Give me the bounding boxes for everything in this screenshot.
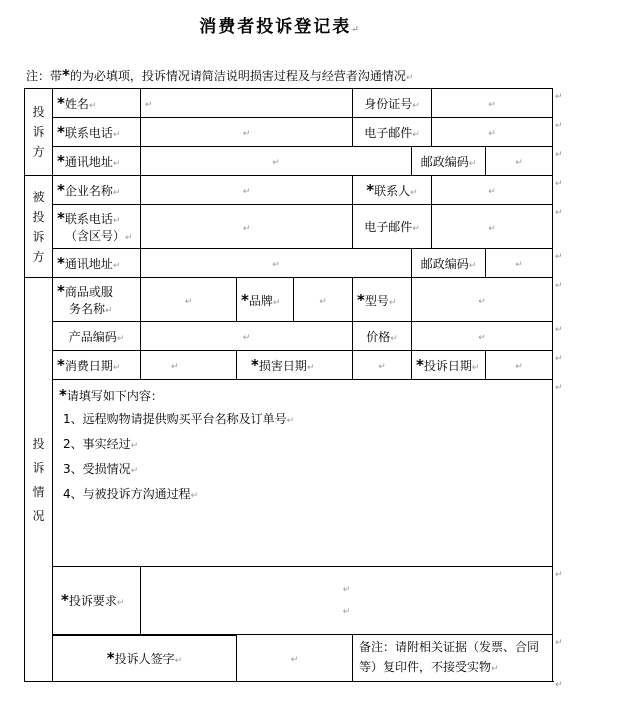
situation-content[interactable]: *请填写如下内容： 1、远程购物请提供购买平台名称及订单号↵ 2、事实经过↵ 3、受损情况↵ 4、与被投诉方沟通过程↵ — [53, 380, 553, 567]
email-field[interactable]: ↵ — [432, 118, 553, 147]
complainant-side-label: 投 诉 方 — [25, 89, 53, 176]
row-end-mark: ↵ — [555, 92, 563, 102]
complainant-row-2 — [25, 118, 553, 147]
respondent-email-label: 电子邮件↵ — [353, 205, 432, 249]
row-end-mark: ↵ — [555, 252, 563, 262]
signature-field[interactable]: ↵ — [237, 635, 353, 682]
purchase-date-field[interactable]: ↵ — [141, 351, 237, 380]
request-field[interactable]: ↵ ↵ — [141, 567, 553, 635]
row-end-mark: ↵ — [555, 281, 563, 291]
complaint-form-table — [24, 88, 553, 682]
damage-date-label: *损害日期↵ — [237, 351, 353, 380]
model-label: *型号↵ — [353, 278, 412, 322]
respondent-email-field[interactable]: ↵ — [432, 205, 553, 249]
complaint-date-field[interactable]: ↵ — [486, 351, 553, 380]
row-end-mark: ↵ — [555, 179, 563, 189]
remark: 备注：请附相关证据（发票、合同等）复印件，不接受实物↵ — [353, 635, 553, 682]
address-field[interactable]: ↵ — [141, 147, 412, 176]
row-end-mark: ↵ — [555, 638, 563, 648]
id-label: 身份证号↵ — [353, 89, 432, 118]
respondent-row-1 — [25, 176, 553, 205]
contact-label: *联系人↵ — [353, 176, 432, 205]
row-end-mark: ↵ — [555, 354, 563, 364]
company-field[interactable]: ↵ — [141, 176, 353, 205]
goods-field[interactable]: ↵ — [141, 278, 237, 322]
price-field[interactable]: ↵ — [412, 322, 553, 351]
respondent-address-field[interactable]: ↵ — [141, 249, 412, 278]
complaint-date-label: *投诉日期↵ — [412, 351, 486, 380]
company-label: *企业名称↵ — [53, 176, 141, 205]
contact-field[interactable]: ↵ — [432, 176, 553, 205]
respondent-side-label: 被 投 诉 方 — [25, 176, 53, 278]
situation-content-row — [25, 380, 553, 567]
product-row-1 — [25, 278, 553, 322]
situation-side-label: 投 诉 情 况 — [25, 278, 53, 682]
row-end-mark: ↵ — [555, 325, 563, 335]
date-row — [25, 351, 553, 380]
postcode-label: 邮政编码↵ — [412, 147, 486, 176]
signature-label: *投诉人签字↵ — [53, 635, 237, 682]
row-end-mark: ↵ — [555, 121, 563, 131]
purchase-date-label: *消费日期↵ — [53, 351, 141, 380]
respondent-address-label: *通讯地址↵ — [53, 249, 141, 278]
signature-row — [25, 635, 553, 682]
email-label: 电子邮件↵ — [353, 118, 432, 147]
brand-label: *品牌↵ — [237, 278, 294, 322]
phone-label: *联系电话↵ — [53, 118, 141, 147]
damage-date-field[interactable]: ↵ — [353, 351, 412, 380]
phone-field[interactable]: ↵ — [141, 118, 353, 147]
respondent-phone-label: *联系电话↵ （含区号）↵ — [53, 205, 141, 249]
form-title: 消费者投诉登记表↵ — [199, 17, 361, 37]
row-end-mark: ↵ — [555, 150, 563, 160]
respondent-row-3 — [25, 249, 553, 278]
product-row-2 — [25, 322, 553, 351]
code-field[interactable]: ↵ — [141, 322, 353, 351]
row-end-mark: ↵ — [555, 383, 563, 393]
postcode-field[interactable]: ↵ — [486, 147, 553, 176]
row-end-mark: ↵ — [555, 680, 563, 690]
goods-label: *商品或服 务名称↵ — [53, 278, 141, 322]
address-label: *通讯地址↵ — [53, 147, 141, 176]
model-field[interactable]: ↵ — [412, 278, 553, 322]
instruction-note: 注：带*的为必填项，投诉情况请简洁说明损害过程及与经营者沟通情况↵ — [26, 66, 414, 84]
respondent-phone-field[interactable]: ↵ — [141, 205, 353, 249]
row-end-mark: ↵ — [555, 570, 563, 580]
id-field[interactable]: ↵ — [432, 89, 553, 118]
request-row — [25, 567, 553, 635]
respondent-postcode-label: 邮政编码↵ — [412, 249, 486, 278]
complainant-row-1 — [25, 89, 553, 118]
brand-field[interactable]: ↵ — [294, 278, 353, 322]
code-label: 产品编码↵ — [53, 322, 141, 351]
name-label: *姓名↵ — [53, 89, 141, 118]
request-label: *投诉要求↵ — [53, 567, 141, 635]
row-end-mark: ↵ — [555, 208, 563, 218]
respondent-postcode-field[interactable]: ↵ — [486, 249, 553, 278]
name-field[interactable]: ↵ — [141, 89, 353, 118]
respondent-row-2 — [25, 205, 553, 249]
complainant-row-3 — [25, 147, 553, 176]
price-label: 价格↵ — [353, 322, 412, 351]
